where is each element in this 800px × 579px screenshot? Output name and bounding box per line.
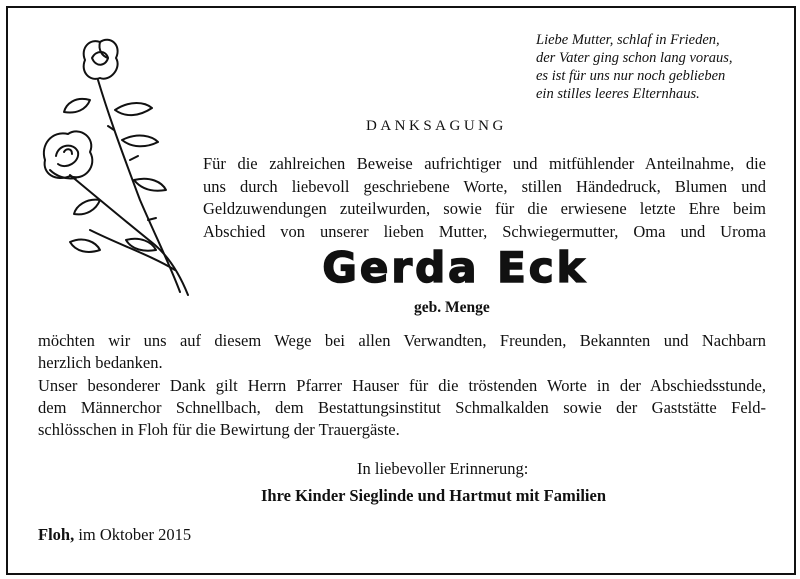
special-line: Unser besonderer Dank gilt Herrn Pfarrer Hauser für die tröstenden Worte in der Abschiedsstunde, <box>38 376 766 395</box>
poem-line: es ist für uns nur noch geblieben <box>536 68 726 84</box>
thanks-paragraph <box>38 330 766 374</box>
poem-line: Liebe Mutter, schlaf in Frieden, <box>536 32 720 48</box>
rose-illustration <box>30 30 200 300</box>
poem-line: ein stilles leeres Elternhaus. <box>536 86 700 102</box>
family-signature: Ihre Kinder Sieglinde und Hartmut mit Familien <box>261 486 606 505</box>
intro-text <box>203 153 766 243</box>
thanks-line: herzlich bedanken. <box>38 353 163 372</box>
special-line: schlösschen in Floh für die Bewirtung der Trauergäste. <box>38 420 400 439</box>
intro-line: Geldzuwendungen zuteilwurden, sowie für die erwiesene letzte Ehre beim <box>203 199 766 218</box>
place-date <box>38 525 191 545</box>
intro-line: Für die zahlreichen Beweise aufrichtiger und mitfühlender Anteilnahme, die <box>203 154 766 173</box>
deceased-name-text: Gerda Eck <box>322 243 588 292</box>
intro-line: uns durch liebevoll geschriebene Worte, stillen Händedruck, Blumen und <box>203 176 766 196</box>
memory-line: In liebevoller Erinnerung: <box>357 459 529 478</box>
deceased-name <box>285 240 625 302</box>
poem-line: der Vater ging schon lang voraus, <box>536 50 733 66</box>
poem <box>536 31 786 103</box>
place: Floh, <box>38 525 75 544</box>
intro-line: Abschied von unserer lieben Mutter, Schwiegermutter, Oma und Uroma <box>203 221 766 241</box>
date: im Oktober 2015 <box>78 525 192 544</box>
heading: DANKSAGUNG <box>366 118 507 134</box>
special-thanks-paragraph <box>38 375 766 441</box>
thanks-body <box>38 330 766 441</box>
special-line: dem Männerchor Schnellbach, dem Bestattungsinstitut Schmalkalden sowie der Gaststätte Feld- <box>38 398 766 417</box>
maiden-name: geb. Menge <box>414 299 490 316</box>
thanks-line: möchten wir uns auf diesem Wege bei allen Verwandten, Freunden, Bekannten und Nachbarn <box>38 331 766 350</box>
